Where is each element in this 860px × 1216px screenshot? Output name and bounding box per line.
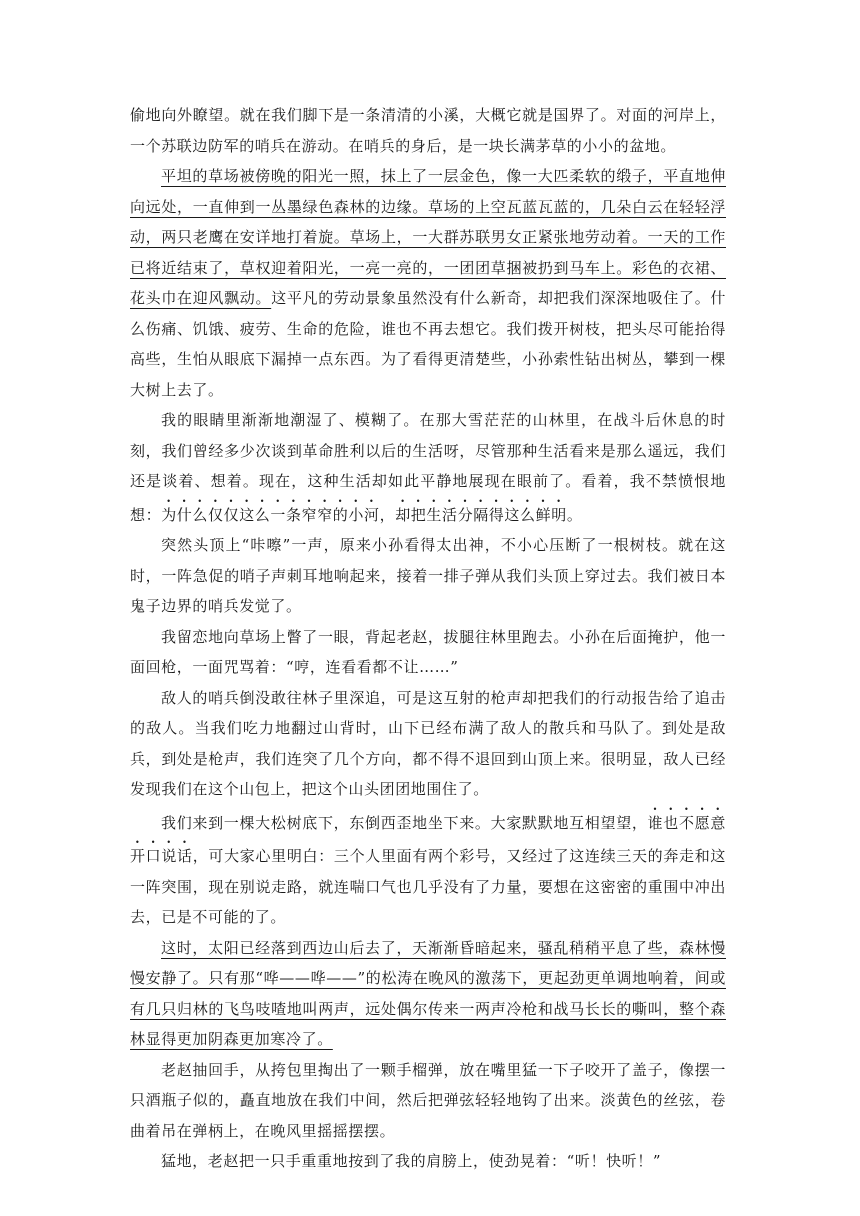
paragraph-1: 偷地向外瞭望。就在我们脚下是一条清清的小溪，大概它就是国界了。对面的河岸上，一个苏联边防军的哨兵在游动。在哨兵的身后，是一块长满茅草的小小的盆地。 xyxy=(130,106,726,155)
paragraph-5: 我留恋地向草场上瞥了一眼，背起老赵，拔腿往林里跑去。小孙在后面掩护，他一面回枪，一面咒骂着：“哼，连看看都不让……” xyxy=(130,627,726,676)
paragraph-7-before: 我们来到一棵大松树底下，东倒西歪地坐下来。大家默默地互相望望， xyxy=(161,813,648,832)
paragraph-3-before: 我的眼睛里渐渐地潮湿了、模糊了。在那大雪茫茫的山林里，在战斗后休息的时刻，我们曾经多少次谈到革命胜利以后的生活呀，尽管那种生活看来是那么遥远，我们还是谈着、想着。现在，这种生活却如此平静地展现在眼前了。看着，我不禁愤恨地想： xyxy=(130,411,726,524)
underlined-passage-grassland: 平坦的草场被傍晚的阳光一照，抹上了一层金色，像一大匹柔软的缎子，平直地伸向远处，一直伸到一丛墨绿色森林的边缘。草场的上空瓦蓝瓦蓝的，几朵白云在轻轻浮动，两只老鹰在安详地打着旋。草场上，一大群苏联男女正紧张地劳动着。一天的工作已将近结束了，草权迎着阳光，一亮一亮的，一团团草捆被扔到马车上。彩色的衣裙、花头巾在迎风飘动。 xyxy=(130,167,726,307)
paragraph-2-rest: 这平凡的劳动景象虽然没有什么新奇，却把我们深深地吸住了。什么伤痛、饥饿、疲劳、生命的危险，谁也不再去想它。我们拨开树枝，把头尽可能抬得高些，生怕从眼底下漏掉一点东西。为了看得更清楚些，小孙索性钻出树丛，攀到一棵大树上去了。 xyxy=(130,289,727,399)
paragraph-3 xyxy=(130,405,726,530)
paragraph-7-after: ，可大家心里明白：三个人里面有两个彩号，又经过了这连续三天的奔走和这一阵突围，现在别说走路，就连喘口气也几乎没有了力量，要想在这密密的重围中冲出去，已是不可能的了。 xyxy=(130,847,726,926)
paragraph-6: 敌人的哨兵倒没敢往林子里深追，可是这互射的枪声却把我们的行动报告给了追击的敌人。当我们吃力地翻过山背时，山下已经布满了敌人的散兵和马队了。到处是敌兵，到处是枪声，我们连突了几个方向，都不得不退回到山顶上来。很明显，敌人已经发现我们在这个山包上，把这个山头团团地围住了。 xyxy=(130,688,726,798)
paragraph-3-after: 。 xyxy=(566,505,583,524)
paragraph-7 xyxy=(130,805,726,933)
paragraph-8 xyxy=(130,933,726,1055)
dotted-passage-silence: 谁也不愿意开口说话 xyxy=(130,813,726,865)
paragraph-9: 老赵抽回手，从挎包里掏出了一颗手榴弹，放在嘴里猛一下子咬开了盖子，像摆一只酒瓶子似的，矗直地放在我们中间，然后把弹弦轻轻地钩了出来。淡黄色的丝弦，卷曲着吊在弹柄上，在晚风里摇摇摆摆。 xyxy=(130,1060,726,1140)
paragraph-10: 猛地，老赵把一只手重重地按到了我的肩膀上，使劲晃着：“听！快听！” xyxy=(161,1152,662,1170)
document-page xyxy=(130,100,726,1177)
dotted-passage-river: 为什么仅仅这么一条窄窄的小河，却把生活分隔得这么鲜明 xyxy=(161,505,567,524)
paragraph-2 xyxy=(130,161,726,405)
underlined-passage-forest: 这时，太阳已经落到西边山后去了，天渐渐昏暗起来，骚乱稍稍平息了些，森林慢慢安静了。只有那“哗——哗——”的松涛在晚风的激荡下，更起劲更单调地响着，间或有几只归林的飞鸟吱喳地叫两声，远处偶尔传来一两声冷枪和战马长长的嘶叫，整个森林显得更加阴森更加寒冷了。 xyxy=(130,938,726,1048)
paragraph-4: 突然头顶上“咔嚓”一声，原来小孙看得太出神，不小心压断了一根树枝。就在这时，一阵急促的哨子声刺耳地响起来，接着一排子弹从我们头顶上穿过去。我们被日本鬼子边界的哨兵发觉了。 xyxy=(130,536,726,615)
